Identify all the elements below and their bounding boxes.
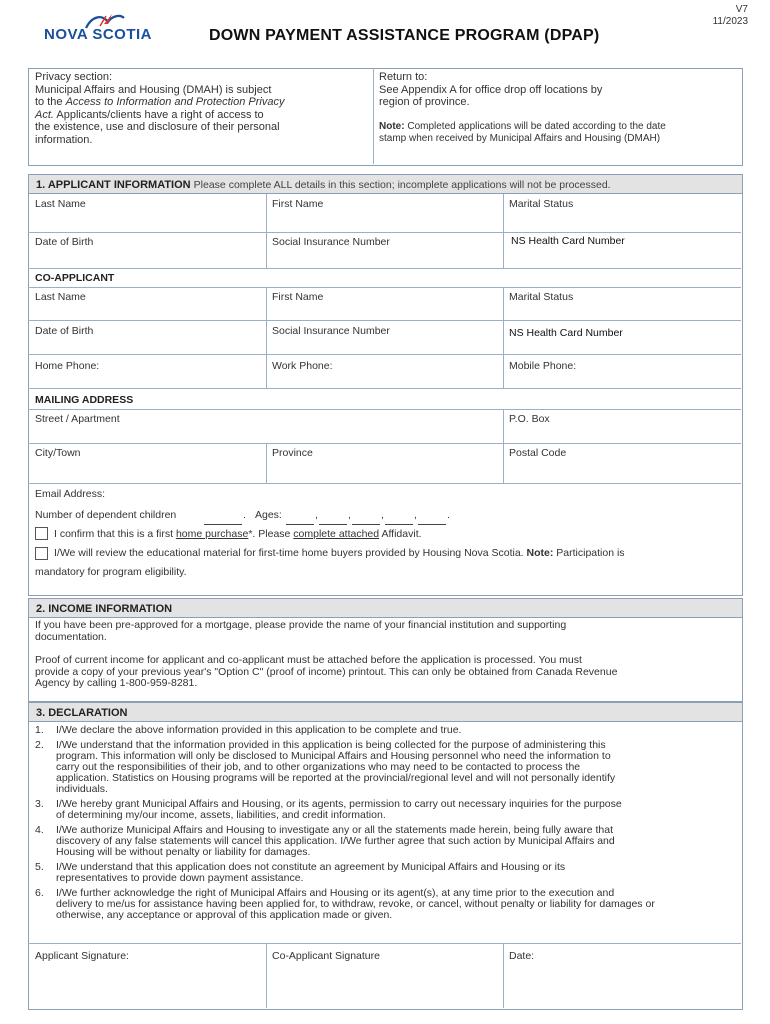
declaration-item: 3. I/We hereby grant Municipal Affairs and Housing, or its agents, permission to carry out necessary inquiries for the purpose of determining my/our income, assets, liabilities, and credit information. (35, 798, 622, 821)
income-paragraph-2: Proof of current income for applicant and co-applicant must be attached before the application is processed. You must provide a copy of your previous year's "Option C" (proof of income) printout. This can only be obtained from Canada Revenue Agency by calling 1-800-959-8281. (35, 654, 618, 689)
co-first-name-field[interactable]: First Name (272, 291, 324, 303)
postal-code-field[interactable]: Postal Code (509, 447, 567, 459)
province-field[interactable]: Province (272, 447, 313, 459)
date-field[interactable]: Date: (509, 950, 535, 962)
privacy-line: to the Access to Information and Protection Privacy (35, 96, 285, 108)
age-input-4[interactable] (385, 512, 413, 525)
age-input-2[interactable] (319, 512, 347, 525)
section1-header: 1. APPLICANT INFORMATION Please complete ALL details in this section; incomplete applications will not be processed. (28, 174, 743, 194)
street-field[interactable]: Street / Apartment (35, 413, 120, 425)
declaration-item: 6. I/We further acknowledge the right of Municipal Affairs and Housing or its agent(s), at any time prior to the execution and delivery to me/us for assistance having been applied for, to withdraw, revoke, or cancel, without penalty or liability for damages or otherwise, any acceptance or approval of this application made or given. (35, 887, 655, 921)
privacy-divider (373, 68, 374, 164)
mailing-address-heading: MAILING ADDRESS (35, 394, 134, 406)
declaration-item: 1. I/We declare the above information provided in this application to be complete and true. (35, 724, 462, 736)
page-title: DOWN PAYMENT ASSISTANCE PROGRAM (DPAP) (209, 27, 600, 44)
return-to-heading: Return to: (379, 71, 428, 83)
age-input-3[interactable] (352, 512, 380, 525)
co-health-card-field[interactable]: NS Health Card Number (509, 327, 623, 339)
applicant-signature-field[interactable]: Applicant Signature: (35, 950, 129, 962)
email-field[interactable]: Email Address: (35, 488, 106, 500)
return-line: See Appendix A for office drop off locations by (379, 83, 603, 96)
mobile-phone-field[interactable]: Mobile Phone: (509, 360, 577, 372)
education-checkbox[interactable] (35, 547, 48, 560)
last-name-field[interactable]: Last Name (35, 198, 86, 210)
home-phone-field[interactable]: Home Phone: (35, 360, 100, 372)
privacy-line: the existence, use and disclosure of their personal (35, 121, 280, 133)
return-note: Note: Completed applications will be dated according to the date stamp when received by Municipal Affairs and Housing (DMAH) (379, 121, 666, 144)
version-label (713, 4, 748, 28)
declaration-list (35, 725, 735, 925)
co-last-name-field[interactable]: Last Name (35, 291, 86, 303)
income-paragraph-1: If you have been pre-approved for a mortgage, please provide the name of your financial institution and supporting documentation. (35, 619, 567, 643)
health-card-field[interactable]: NS Health Card Number (511, 235, 625, 247)
dob-field[interactable]: Date of Birth (35, 236, 94, 248)
city-field[interactable]: City/Town (35, 447, 81, 459)
declaration-item: 2. I/We understand that the information provided in this application is being collected for the purpose of administering this program. This information will only be disclosed to Municipal Affairs and Housing personnel who need the information to carry out the responsibilities of their job, and to other organizations who may need to be contacted to process the application. Statistics on Housing programs will be reported at the provincial/regional level and will not personally identify individuals. (35, 739, 616, 795)
dependents-label: Number of dependent children (35, 509, 177, 521)
privacy-line: Municipal Affairs and Housing (DMAH) is subject (35, 83, 272, 96)
education-text: I/We will review the educational material for first-time home buyers provided by Housing Nova Scotia. Note: Participation is (54, 547, 625, 559)
section3-header: 3. DECLARATION (28, 702, 743, 722)
first-name-field[interactable]: First Name (272, 198, 324, 210)
co-dob-field[interactable]: Date of Birth (35, 325, 94, 337)
ages-label: Ages: (255, 509, 282, 521)
co-applicant-heading: CO-APPLICANT (35, 272, 115, 284)
first-home-checkbox[interactable] (35, 527, 48, 540)
privacy-section (35, 71, 365, 146)
return-to-section (379, 71, 739, 109)
marital-status-field[interactable]: Marital Status (509, 198, 574, 210)
privacy-line: Act. Applicants/clients have a right of access to (35, 108, 264, 121)
declaration-item: 4. I/We authorize Municipal Affairs and Housing to investigate any or all the statements made herein, being fully aware that discovery of any false statements will cancel this application. I/We further agree that such action by Municipal Affairs and Housing will be without penalty or liability for damages. (35, 824, 615, 858)
sin-field[interactable]: Social Insurance Number (272, 236, 390, 248)
privacy-line: information. (35, 133, 93, 146)
po-box-field[interactable]: P.O. Box (509, 413, 550, 425)
education-text-line2: mandatory for program eligibility. (35, 566, 187, 578)
co-marital-status-field[interactable]: Marital Status (509, 291, 574, 303)
co-sin-field[interactable]: Social Insurance Number (272, 325, 390, 337)
age-input-5[interactable] (418, 512, 446, 525)
first-home-text: I confirm that this is a first home purchase*. Please complete attached Affidavit. (54, 528, 422, 540)
return-line: region of province. (379, 96, 470, 108)
age-input-1[interactable] (286, 512, 314, 525)
dependents-input[interactable] (204, 512, 242, 525)
work-phone-field[interactable]: Work Phone: (272, 360, 333, 372)
section2-header: 2. INCOME INFORMATION (28, 598, 743, 618)
version-date: 11/2023 (712, 16, 748, 27)
version-number: V7 (735, 4, 748, 15)
nova-scotia-logo-text: NOVA SCOTIA (44, 26, 153, 43)
co-applicant-signature-field[interactable]: Co-Applicant Signature (272, 950, 380, 962)
dependents-period: . (243, 509, 246, 521)
privacy-heading: Privacy section: (35, 71, 113, 83)
declaration-item: 5. I/We understand that this application does not constitute an agreement by Municipal Affairs and Housing or its representatives to provide down payment assistance. (35, 861, 566, 884)
